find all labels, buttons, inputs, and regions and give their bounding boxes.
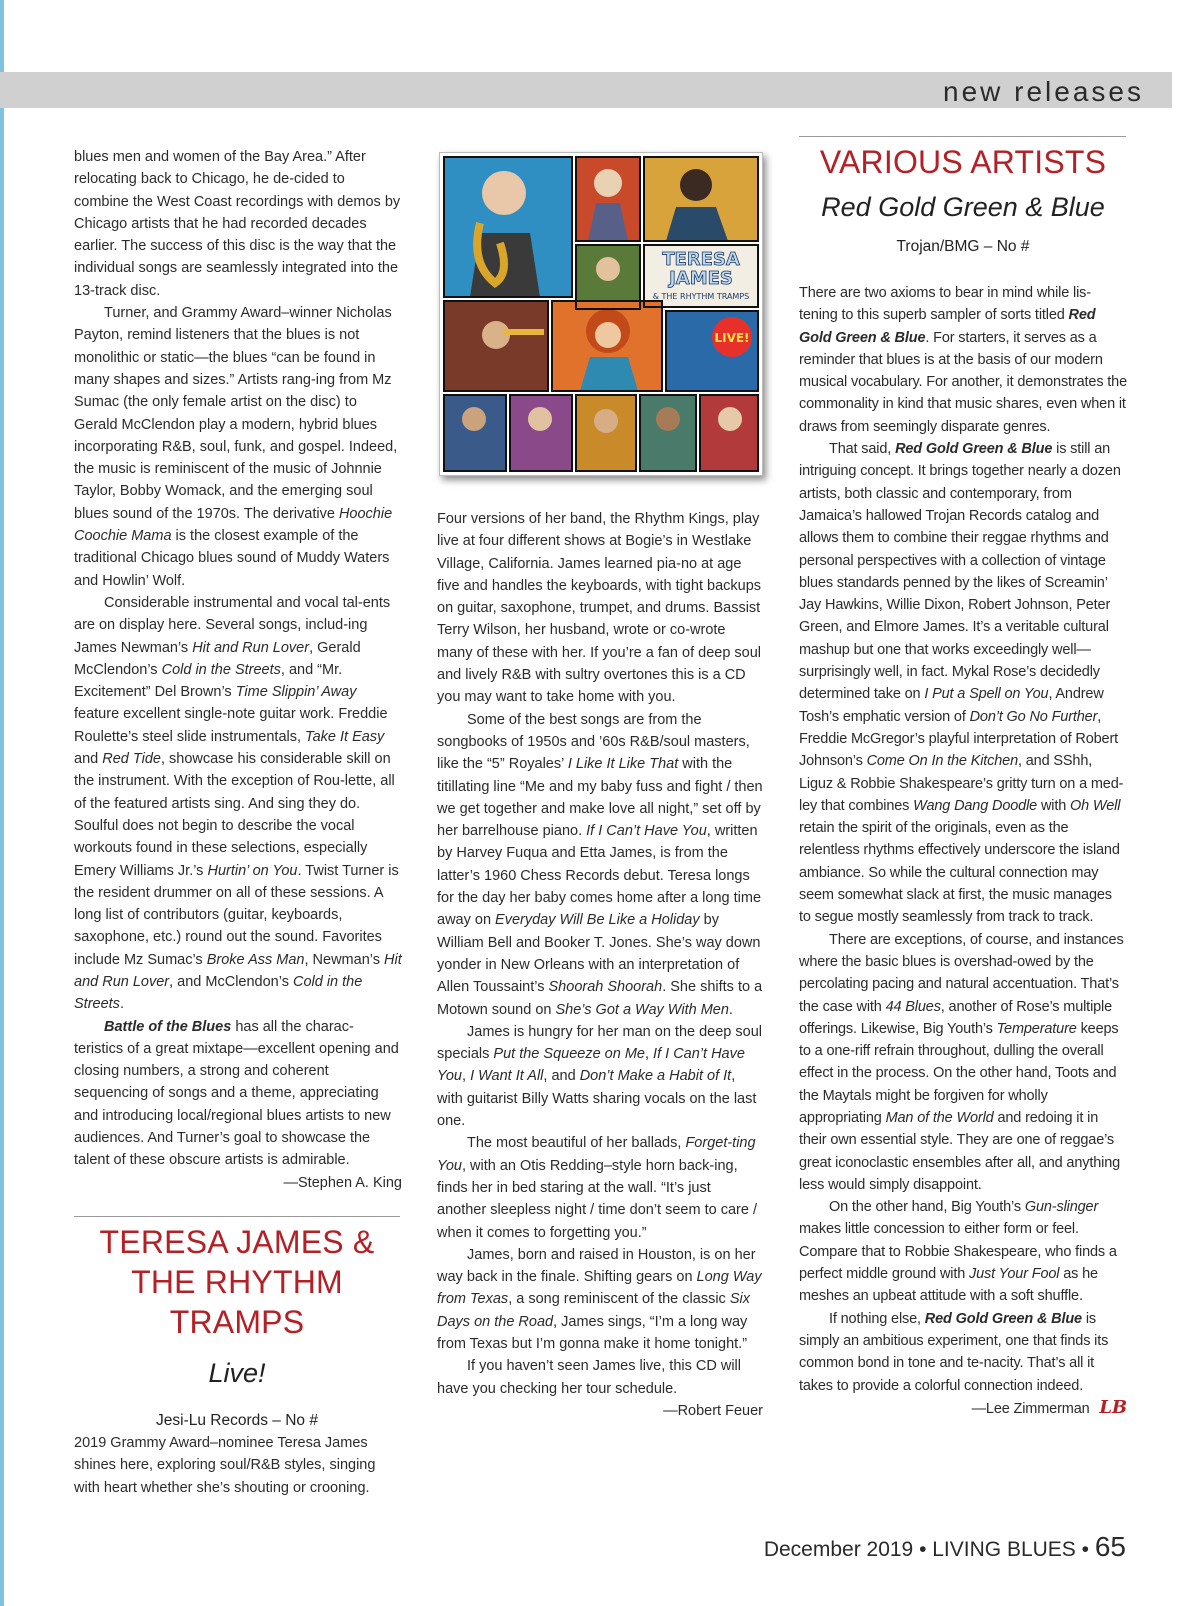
album-title: Red Gold Green & Blue	[821, 192, 1105, 222]
body-paragraph: On the other hand, Big Youth’s Gun-slinger makes little concession to either form or feel. Compare that to Robbie Shakespeare, who finds a perfect middle ground with Just Your Fool as he meshes an upbeat attitude with a soft shuffle.	[799, 1199, 1117, 1305]
review-signature: —Lee Zimmerman	[971, 1400, 1090, 1417]
body-paragraph: The most beautiful of her ballads, Forget-ting You, with an Otis Redding–style horn back-ing, finds her in bed staring at the wall. “It’s just another sleepless night / time don’t seem to care / when it comes to forgetting you.”	[437, 1135, 757, 1241]
teresa-review-intro	[74, 1432, 402, 1499]
body-paragraph: Some of the best songs are from the songbooks of 1950s and ’60s R&B/soul masters, like the “5” Royales’ I Like It Like That with the titillating line “Me and my baby fuss and fight / then we get together and make love all night,” set off by her barrelhouse piano. If I Can’t Have You, written by Harvey Fuqua and Etta James, is from the latter’s 1960 Chess Records debut. Teresa longs for the day her baby comes home after a long time away on Everyday Will Be Like a Holiday by William Bell and Booker T. Jones. She’s way down yonder in New Orleans with an interpretation of Allen Toussaint’s Shoorah Shoorah. She shifts to a Motown sound on She’s Got a Way With Men.	[437, 711, 763, 1018]
body-paragraph: That said, Red Gold Green & Blue is still an intriguing concept. It brings together nearly a dozen artists, both classic and contemporary, from Jamaica’s hallowed Trojan Records catalog and allows them to combine their reggae rhythms and personal perspectives with a collection of vintage blues standards penned by the likes of Screamin’ Jay Hawkins, Willie Dixon, Robert Johnson, Peter Green, and Elmore James. It’s a veritable cultural mashup but one that works exceedingly well—surprisingly well, in fact. Mykal Rose’s decidedly determined take on I Put a Spell on You, Andrew Tosh’s emphatic version of Don’t Go No Further, Freddie McGregor’s playful interpretation of Robert Johnson’s Come On In the Kitchen, and SShh, Liguz & Robbie Shakespeare’s gritty turn on a med-ley that combines Wang Dang Doodle with Oh Well retain the spirit of the originals, even as the relentless rhythms effectively underscore the island ambiance. So while the cultural connection may seem somewhat slack at first, the music manages to segue mostly seamlessly from track to track.	[799, 441, 1124, 926]
column-3-body	[799, 282, 1127, 1397]
footer-issue: December 2019 • LIVING BLUES •	[763, 1538, 1089, 1561]
review-signature-row	[799, 1397, 1127, 1420]
artist-name-line-2: THE RHYTHM TRAMPS	[131, 1264, 343, 1340]
artist-name: VARIOUS ARTISTS	[819, 144, 1107, 180]
column-3	[799, 282, 1127, 1420]
artist-name-line-1: TERESA JAMES &	[99, 1224, 375, 1260]
review-signature: —Stephen A. King	[283, 1174, 402, 1191]
body-paragraph: If you haven’t seen James live, this CD will have you checking her tour schedule.	[437, 1358, 741, 1397]
record-label: Trojan/BMG – No #	[896, 238, 1030, 255]
body-paragraph: Battle of the Blues has all the charac-teristics of a great mixtape—excellent opening and closing numbers, a strong and coherent sequencing of songs and a theme, appreciating and introducing local/regional blues artists to new audiences. And Turner’s goal to showcase the talent of these obscure artists is admirable.	[74, 1018, 399, 1169]
cover-band-name-line-2: JAMES	[669, 268, 733, 289]
record-label: Jesi-Lu Records – No #	[156, 1412, 318, 1429]
living-blues-logo-icon: LB	[1099, 1396, 1127, 1418]
section-title: new releases	[943, 76, 1144, 107]
panel-saxophone-2	[640, 395, 696, 471]
cover-live-badge: LIVE!	[714, 331, 750, 345]
cover-band-name-line-1: TERESA	[662, 249, 740, 270]
body-paragraph: Four versions of her band, the Rhythm Kings, play live at four different shows at Bogie’s in Westlake Village, California. James learned pia-no at age five and handles the keyboards, with tight backups on guitar, saxophone, trumpet, and drums. Bassist Terry Wilson, her husband, wrote or co-wrote many of these with her. If you’re a fan of deep soul and lively R&B with sultry overtones this is a CD you may want to take home with you.	[437, 511, 762, 706]
left-margin-rule	[0, 0, 4, 1606]
review-signature: —Robert Feuer	[663, 1402, 763, 1419]
body-paragraph: James, born and raised in Houston, is on her way back in the finale. Shifting gears on Long Way from Texas, a song reminiscent of the classic Six Days on the Road, James sings, “I’m a long way from Texas but I’m gonna make it home tonight.”	[437, 1246, 762, 1352]
review-heading-teresa-james	[74, 1222, 400, 1430]
review-heading-various-artists	[799, 142, 1127, 256]
body-paragraph: There are exceptions, of course, and instances where the basic blues is overshad-owed by the percolating pacing and natural accentuation. That’s the case with 44 Blues, another of Rose’s multiple offerings. Likewise, Big Youth’s Temperature keeps to a one-riff refrain throughout, dulling the overall effect in the process. On the other hand, Toots and the Maytals might be forgiven for wholly appropriating Man of the World and redoing it in their own essential style. They are one of reggae’s great iconoclastic ensembles after all, and anything less would simply disappoint.	[799, 931, 1124, 1193]
album-cover-art	[440, 153, 762, 475]
album-title: Live!	[208, 1358, 266, 1388]
page-number: 65	[1094, 1531, 1126, 1562]
panel-keyboard	[444, 395, 506, 471]
body-paragraph: blues men and women of the Bay Area.” After relocating back to Chicago, he de-cided to combine the West Coast recordings with demos by Chicago artists that he had recorded decades earlier. The success of this disc is the way that the individual songs are seamlessly integrated into the 13-track disc.	[74, 149, 401, 299]
panel-keyboardist-2	[700, 395, 758, 471]
column-2	[437, 508, 763, 1422]
column-2-body	[437, 508, 763, 1400]
review-intro-paragraph: 2019 Grammy Award–nominee Teresa James shines here, exploring soul/R&B styles, singing with heart whether she’s shouting or crooning.	[74, 1435, 376, 1496]
column-1	[74, 146, 402, 1194]
divider-rule	[74, 1216, 400, 1217]
page-footer	[764, 1531, 1126, 1563]
body-paragraph: James is hungry for her man on the deep soul specials Put the Squeeze on Me, If I Can’t Have You, I Want It All, and Don’t Make a Habit of It, with guitarist Billy Watts sharing vocals on the last one.	[437, 1023, 762, 1130]
body-paragraph: Considerable instrumental and vocal tal-ents are on display here. Several songs, includ-ing James Newman’s Hit and Run Lover, Gerald McClendon’s Cold in the Streets, and “Mr. Excitement” Del Brown’s Time Slippin’ Away feature excellent single-note guitar work. Freddie Roulette’s steel slide instrumentals, Take It Easy and Red Tide, showcase his considerable skill on the instrument. With the exception of Rou-lette, all of the featured artists sing. And sing they do. Soulful does not begin to describe the vocal workouts found in these selections, especially Emery Williams Jr.’s Hurtin’ on You. Twist Turner is the resident drummer on all of these sessions. A long list of contributors (guitar, keyboards, saxophone, etc.) round out the sound. Favorites include Mz Sumac’s Broke Ass Man, Newman’s Hit and Run Lover, and McClendon’s Cold in the Streets.	[74, 594, 402, 1013]
artist-name	[74, 1222, 400, 1342]
cover-band-name-line-3: & THE RHYTHM TRAMPS	[652, 292, 750, 301]
section-header-band	[0, 72, 1172, 108]
divider-rule	[799, 136, 1126, 137]
album-cover	[439, 152, 763, 476]
body-paragraph: If nothing else, Red Gold Green & Blue is simply an ambitious experiment, one that finds its common bond in tone and te-nacity. That’s all it takes to provide a colorful connection indeed.	[799, 1310, 1109, 1394]
column-1-body	[74, 146, 402, 1172]
panel-bassist-2	[510, 395, 572, 471]
body-paragraph: Turner, and Grammy Award–winner Nicholas Payton, remind listeners that the blues is not monolithic or static—the blues “can be found in many shapes and sizes.” Artists rang-ing from Mz Sumac (the only female artist on the disc) to Gerald McClendon play a modern, hybrid blues incorporating R&B, soul, funk, and gospel. Indeed, the music is reminiscent of the music of Johnnie Taylor, Bobby Womack, and the emerging soul blues sound of the 1970s. The derivative Hoochie Coochie Mama is the closest example of the traditional Chicago blues sound of Muddy Waters and Howlin’ Wolf.	[74, 305, 398, 589]
body-paragraph: There are two axioms to bear in mind while lis-tening to this superb sampler of sorts titled Red Gold Green & Blue. For starters, it serves as a reminder that blues is at the basis of our modern musical vocabulary. For another, it demonstrates the commonality in kind that music shares, even when it draws from seemingly disparate genres.	[799, 285, 1128, 435]
